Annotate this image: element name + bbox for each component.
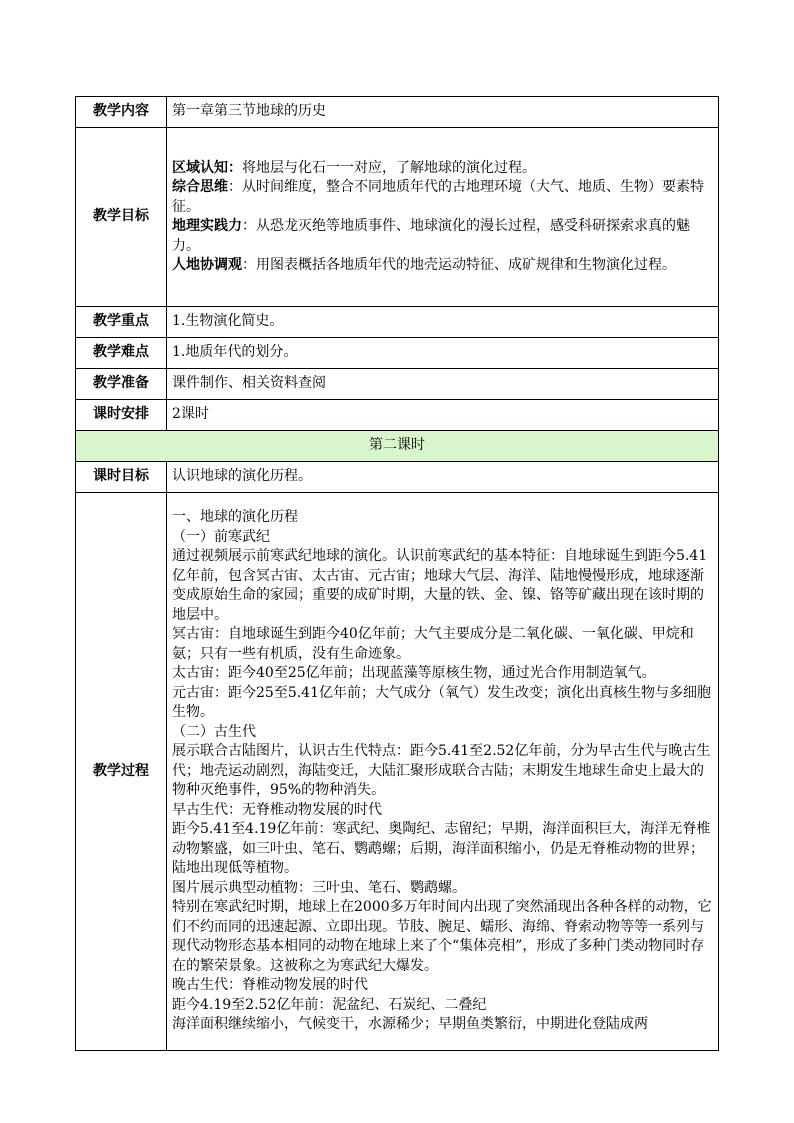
label-schedule: 课时安排 (76, 400, 167, 431)
process-paragraph: 展示联合古陆图片，认识古生代特点：距今5.41至2.52亿年前，分为早古生代与晚古生代；地壳运动剧烈，海陆变迁，大陆汇聚形成联合古陆；末期发生地球生命史上最大的物种灭绝事件，95%的物种消失。 (172, 743, 711, 799)
process-paragraph: （二）古生代 (172, 723, 256, 740)
label-goals: 教学目标 (76, 128, 167, 307)
goal-integrated (172, 178, 713, 217)
row-content (76, 97, 719, 128)
goal-key: 地理实践力 (172, 218, 242, 234)
value-content: 第一章第三节地球的历史 (167, 97, 719, 128)
process-paragraph: 元古宙：距今25至5.41亿年前；大气成分（氧气）发生改变；演化出真核生物与多细胞生物。 (172, 684, 711, 721)
process-paragraph: 距今5.41至4.19亿年前：寒武纪、奥陶纪、志留纪；早期，海洋面积巨大，海洋无脊椎动物繁盛，如三叶虫、笔石、鹦鹉螺；后期，海洋面积缩小，仍是无脊椎动物的世界；陆地出现低等植物。 (172, 821, 711, 877)
process-paragraph: 早古生代：无脊椎动物发展的时代 (172, 801, 382, 818)
label-difficulties: 教学难点 (76, 338, 167, 369)
goals-cell (167, 128, 719, 307)
goal-practice (172, 217, 713, 256)
label-key-points: 教学重点 (76, 307, 167, 338)
process-paragraph: （一）前寒武纪 (172, 528, 270, 545)
row-schedule (76, 400, 719, 431)
goal-text: ：从时间维度，整合不同地质年代的古地理环境（大气、地质、生物）要素特征。 (172, 179, 704, 215)
row-difficulties (76, 338, 719, 369)
label-content: 教学内容 (76, 97, 167, 128)
section-row (76, 431, 719, 462)
label-process: 教学过程 (76, 493, 167, 1051)
row-preparation (76, 369, 719, 400)
row-period-goal (76, 462, 719, 493)
process-paragraph: 一、地球的演化历程 (172, 509, 298, 526)
value-difficulties: 1.地质年代的划分。 (167, 338, 719, 369)
goal-regional (172, 159, 713, 179)
process-paragraph: 冥古宙：自地球诞生到距今40亿年前；大气主要成分是二氧化碳、一氧化碳、甲烷和氨；只有一些有机质，没有生命迹象。 (172, 626, 694, 662)
goal-key: 人地协调观 (172, 257, 242, 273)
process-paragraph: 通过视频展示前寒武纪地球的演化。认识前寒武纪的基本特征：自地球诞生到距今5.41亿年前，包含冥古宙、太古宙、元古宙；地球大气层、海洋、陆地慢慢形成，地球逐渐变成原始生命的家园；重要的成矿时期，大量的铁、金、镍、铬等矿藏出现在该时期的地层中。 (172, 548, 708, 623)
goal-text: ：用图表概括各地质年代的地壳运动特征、成矿规律和生物演化过程。 (242, 257, 676, 273)
label-preparation: 教学准备 (76, 369, 167, 400)
goal-key: 区域认知： (172, 159, 242, 176)
goal-harmony (172, 256, 713, 276)
value-preparation: 课件制作、相关资料查阅 (167, 369, 719, 400)
goal-key: 综合思维 (172, 179, 228, 195)
process-paragraph: 距今4.19至2.52亿年前：泥盆纪、石炭纪、二叠纪 (172, 996, 487, 1013)
value-period-goal: 认识地球的演化历程。 (167, 462, 719, 493)
row-goals (76, 128, 719, 307)
row-key-points (76, 307, 719, 338)
lesson-plan-table (75, 96, 719, 1051)
value-key-points: 1.生物演化简史。 (167, 307, 719, 338)
goal-text: ：从恐龙灭绝等地质事件、地球演化的漫长过程，感受科研探索求真的魅力。 (172, 218, 690, 254)
process-paragraph: 晚古生代：脊椎动物发展的时代 (172, 977, 368, 994)
process-cell (167, 493, 719, 1051)
goal-text: 将地层与化石一一对应，了解地球的演化过程。 (242, 159, 536, 176)
process-paragraph: 图片展示典型动植物：三叶虫、笔石、鹦鹉螺。 (172, 879, 466, 896)
section-title: 第二课时 (76, 431, 719, 462)
process-paragraph: 特别在寒武纪时期，地球上在2000多万年时间内出现了突然涌现出各种各样的动物，它们不约而同的迅速起源、立即出现。节肢、腕足、蠕形、海绵、脊索动物等等一系列与现代动物形态基本相同的动物在地球上来了个“集体亮相”，形成了多种门类动物同时存在的繁荣景象。这被称之为寒武纪大爆发。 (172, 899, 712, 974)
row-process (76, 493, 719, 1051)
process-paragraph: 太古宙：距今40至25亿年前；出现蓝藻等原核生物，通过光合作用制造氧气。 (172, 665, 656, 682)
label-period-goal: 课时目标 (76, 462, 167, 493)
process-paragraph: 海洋面积继续缩小，气候变干，水源稀少；早期鱼类繁衍，中期进化登陆成两 (172, 1016, 648, 1033)
value-schedule: 2课时 (167, 400, 719, 431)
